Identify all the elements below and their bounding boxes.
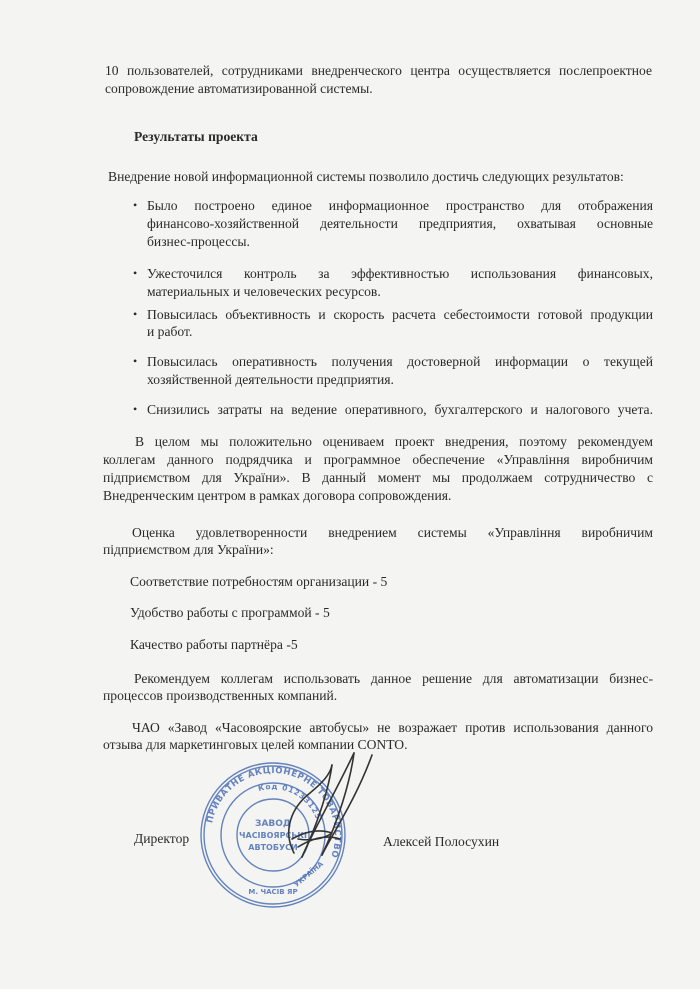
consent-line-1: ЧАО «Завод «Часовоярские автобусы» не возражает против использования данного (132, 720, 653, 735)
assessment-p1-line-2: коллегам данного подрядчика и программное обеспечение «Управління виробничим (103, 452, 653, 467)
seal-outer-text: ПРИВАТНЕ АКЦІОНЕРНЕ ТОВАРИСТВО (205, 765, 343, 860)
score-usability: Удобство работы с программой - 5 (130, 605, 330, 620)
bullet-marker: • (133, 266, 138, 280)
seal-inner-mid: ЧАСІВОЯРСЬКІ (239, 831, 307, 840)
assessment-p1-line-4: Внедренческим центром в рамках договора сопровождения. (103, 488, 452, 503)
recommend-line-1: Рекомендуем коллегам использовать данное решение для автоматизации бизнес- (134, 671, 653, 686)
bullet-2-line-1: Ужесточился контроль за эффективностью использования финансовых, (147, 266, 653, 281)
seal-inner-bot: АВТОБУСИ (248, 843, 298, 852)
bullet-2-line-2: материальных и человеческих ресурсов. (147, 284, 381, 299)
score-partner: Качество работы партнёра -5 (130, 637, 298, 652)
assessment-p2-line-1: Оценка удовлетворенности внедрением системы «Управління виробничим (132, 525, 653, 540)
assessment-p2-line-2: підприємством для України»: (103, 542, 274, 557)
bullet-1-line-2: финансово-хозяйственной деятельности предприятия, охватывая основные (147, 216, 653, 231)
seal-bottom: М. ЧАСІВ ЯР (248, 888, 298, 896)
seal-inner-top: ЗАВОД (255, 819, 291, 829)
handwritten-signature (262, 735, 422, 875)
signature-name: Алексей Полосухин (383, 834, 500, 849)
bullet-marker: • (133, 354, 138, 368)
bullet-marker: • (133, 402, 138, 416)
intro-line-2: сопровождение автоматизированной системы. (105, 81, 373, 96)
bullet-3-line-1: Повысилась объективность и скорость расчета себестоимости готовой продукции (147, 307, 653, 322)
assessment-p1-line-3: підприємством для України». В данный момент мы продолжаем сотрудничество с (103, 470, 653, 485)
consent-line-2: отзыва для маркетинговых целей компании CONTO. (103, 737, 408, 752)
bullet-marker: • (133, 307, 138, 321)
recommend-line-2: процессов производственных компаний. (103, 688, 338, 703)
assessment-p1-line-1: В целом мы положительно оцениваем проект внедрения, поэтому рекомендуем (135, 434, 653, 449)
bullet-1-line-1: Было построено единое информационное пространство для отображения (147, 198, 653, 213)
bullet-1-line-3: бизнес-процессы. (147, 234, 250, 249)
bullet-4-line-2: хозяйственной деятельности предприятия. (147, 372, 394, 387)
seal-side: УКРАЇНА (292, 859, 325, 889)
bullet-4-line-1: Повысилась оперативность получения достоверной информации о текущей (147, 354, 653, 369)
results-lead: Внедрение новой информационной системы позволило достичь следующих результатов: (108, 169, 624, 184)
intro-line-1: 10 пользователей, сотрудниками внедренческого центра осуществляется послепроектное (105, 63, 652, 78)
seal-code: Код 01233125 (257, 781, 324, 821)
results-heading: Результаты проекта (134, 129, 258, 144)
bullet-5-line-1: Снизились затраты на ведение оперативного, бухгалтерского и налогового учета. (147, 402, 653, 417)
score-fit: Соответствие потребностям организации - 5 (130, 574, 388, 589)
bullet-3-line-2: и работ. (147, 324, 193, 339)
bullet-marker: • (133, 198, 138, 212)
signature-role: Директор (134, 831, 190, 846)
